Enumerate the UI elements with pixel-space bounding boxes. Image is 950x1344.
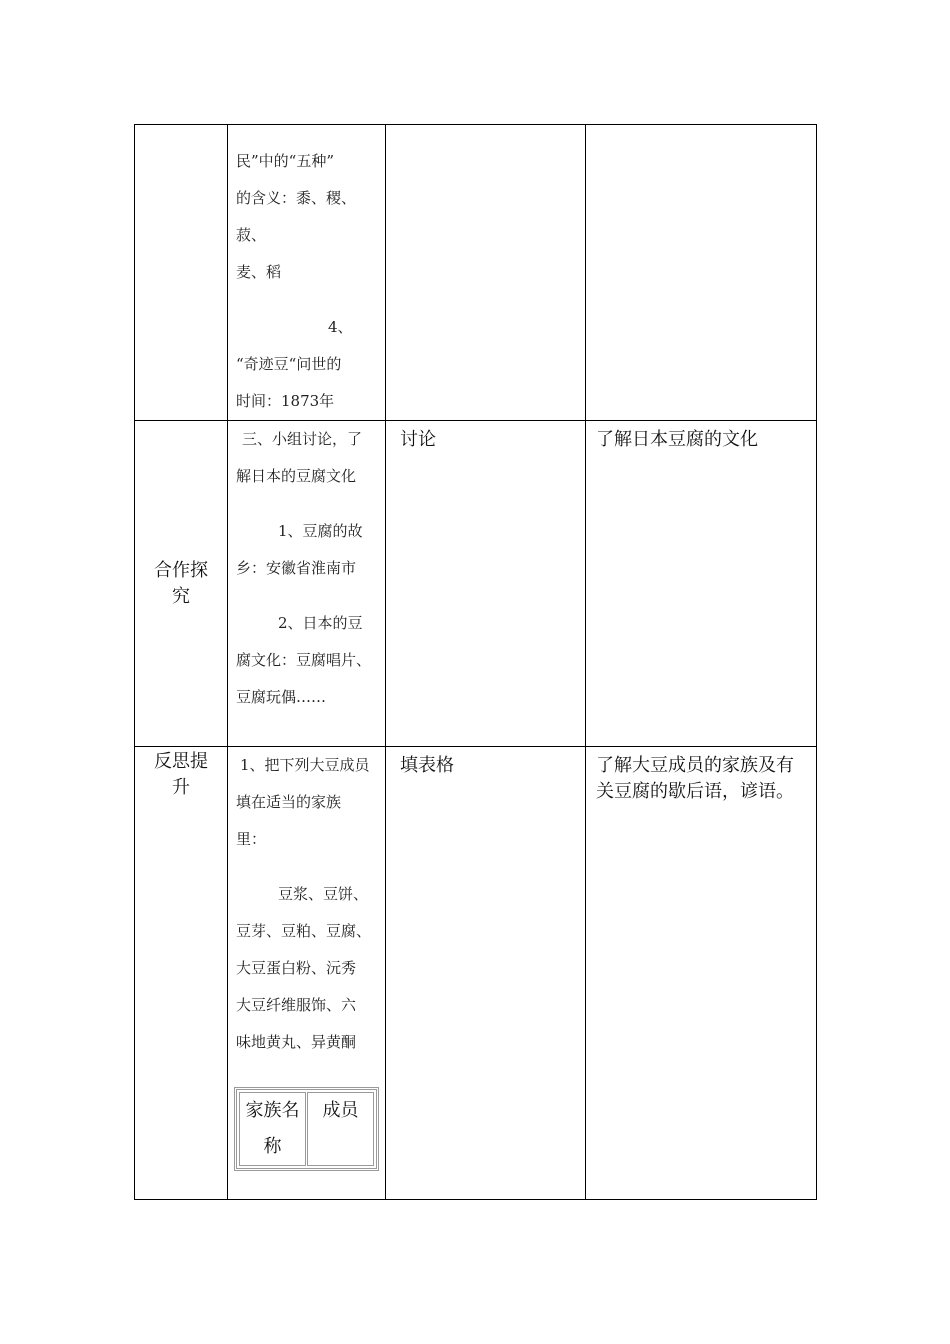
content-line: 2、日本的豆 — [278, 614, 363, 632]
content-line: 腐文化：豆腐唱片、 — [236, 651, 372, 669]
goal-cell — [586, 747, 817, 1200]
content-line: 填在适当的家族 — [236, 793, 342, 811]
activity-text — [386, 125, 585, 131]
activity-text: 讨论 — [400, 429, 436, 450]
activity-text: 填表格 — [400, 755, 454, 776]
table-row — [135, 125, 817, 421]
content-cell — [228, 747, 386, 1200]
lesson-plan-table — [134, 124, 817, 1200]
stage-label: 合作探究 — [154, 559, 208, 607]
stage-cell — [135, 125, 228, 421]
family-table-frame — [234, 1087, 379, 1171]
members-header: 成员 — [307, 1092, 374, 1166]
content-cell — [228, 125, 386, 421]
content-line: 1、豆腐的故 — [278, 522, 363, 540]
content-line: 大豆纤维服饰、六 — [236, 996, 357, 1014]
content-line: 豆腐玩偶…… — [236, 688, 327, 706]
content-line: “奇迹豆“问世的 — [236, 355, 342, 373]
content-line: 4、 — [328, 318, 353, 336]
content-line: 味地黄丸、异黄酮 — [236, 1033, 357, 1051]
goal-cell — [586, 421, 817, 747]
content-line: 豆芽、豆粕、豆腐、 — [236, 922, 372, 940]
table-row — [135, 747, 817, 1200]
activity-cell — [386, 125, 586, 421]
family-name-header: 家族名称 — [239, 1092, 306, 1166]
table-row — [135, 421, 817, 747]
content-line: 三、小组讨论，了 — [242, 430, 363, 448]
goal-text: 了解大豆成员的家族及有关豆腐的歇后语，谚语。 — [596, 755, 794, 802]
family-table — [238, 1091, 375, 1167]
stage-cell — [135, 421, 228, 747]
goal-text: 了解日本豆腐的文化 — [596, 429, 758, 450]
content-line: 的含义：黍、稷、菽、 — [236, 189, 357, 244]
content-line: 解日本的豆腐文化 — [236, 467, 357, 485]
content-line: 乡：安徽省淮南市 — [236, 559, 357, 577]
content-line: 民”中的“五种” — [236, 152, 335, 170]
goal-cell — [586, 125, 817, 421]
content-line: 豆浆、豆饼、 — [278, 885, 369, 903]
stage-cell — [135, 747, 228, 1200]
content-line: 大豆蛋白粉、沅秀 — [236, 959, 357, 977]
content-line: 时间：1873年 — [236, 392, 335, 410]
content-line: 1、把下列大豆成员 — [240, 756, 370, 774]
content-cell — [228, 421, 386, 747]
content-line: 麦、稻 — [236, 263, 282, 281]
stage-label: 反思提升 — [154, 751, 208, 798]
goal-text — [586, 125, 816, 131]
family-table-header-row — [239, 1092, 374, 1166]
activity-cell — [386, 747, 586, 1200]
activity-cell — [386, 421, 586, 747]
content-line: 里： — [236, 830, 267, 848]
